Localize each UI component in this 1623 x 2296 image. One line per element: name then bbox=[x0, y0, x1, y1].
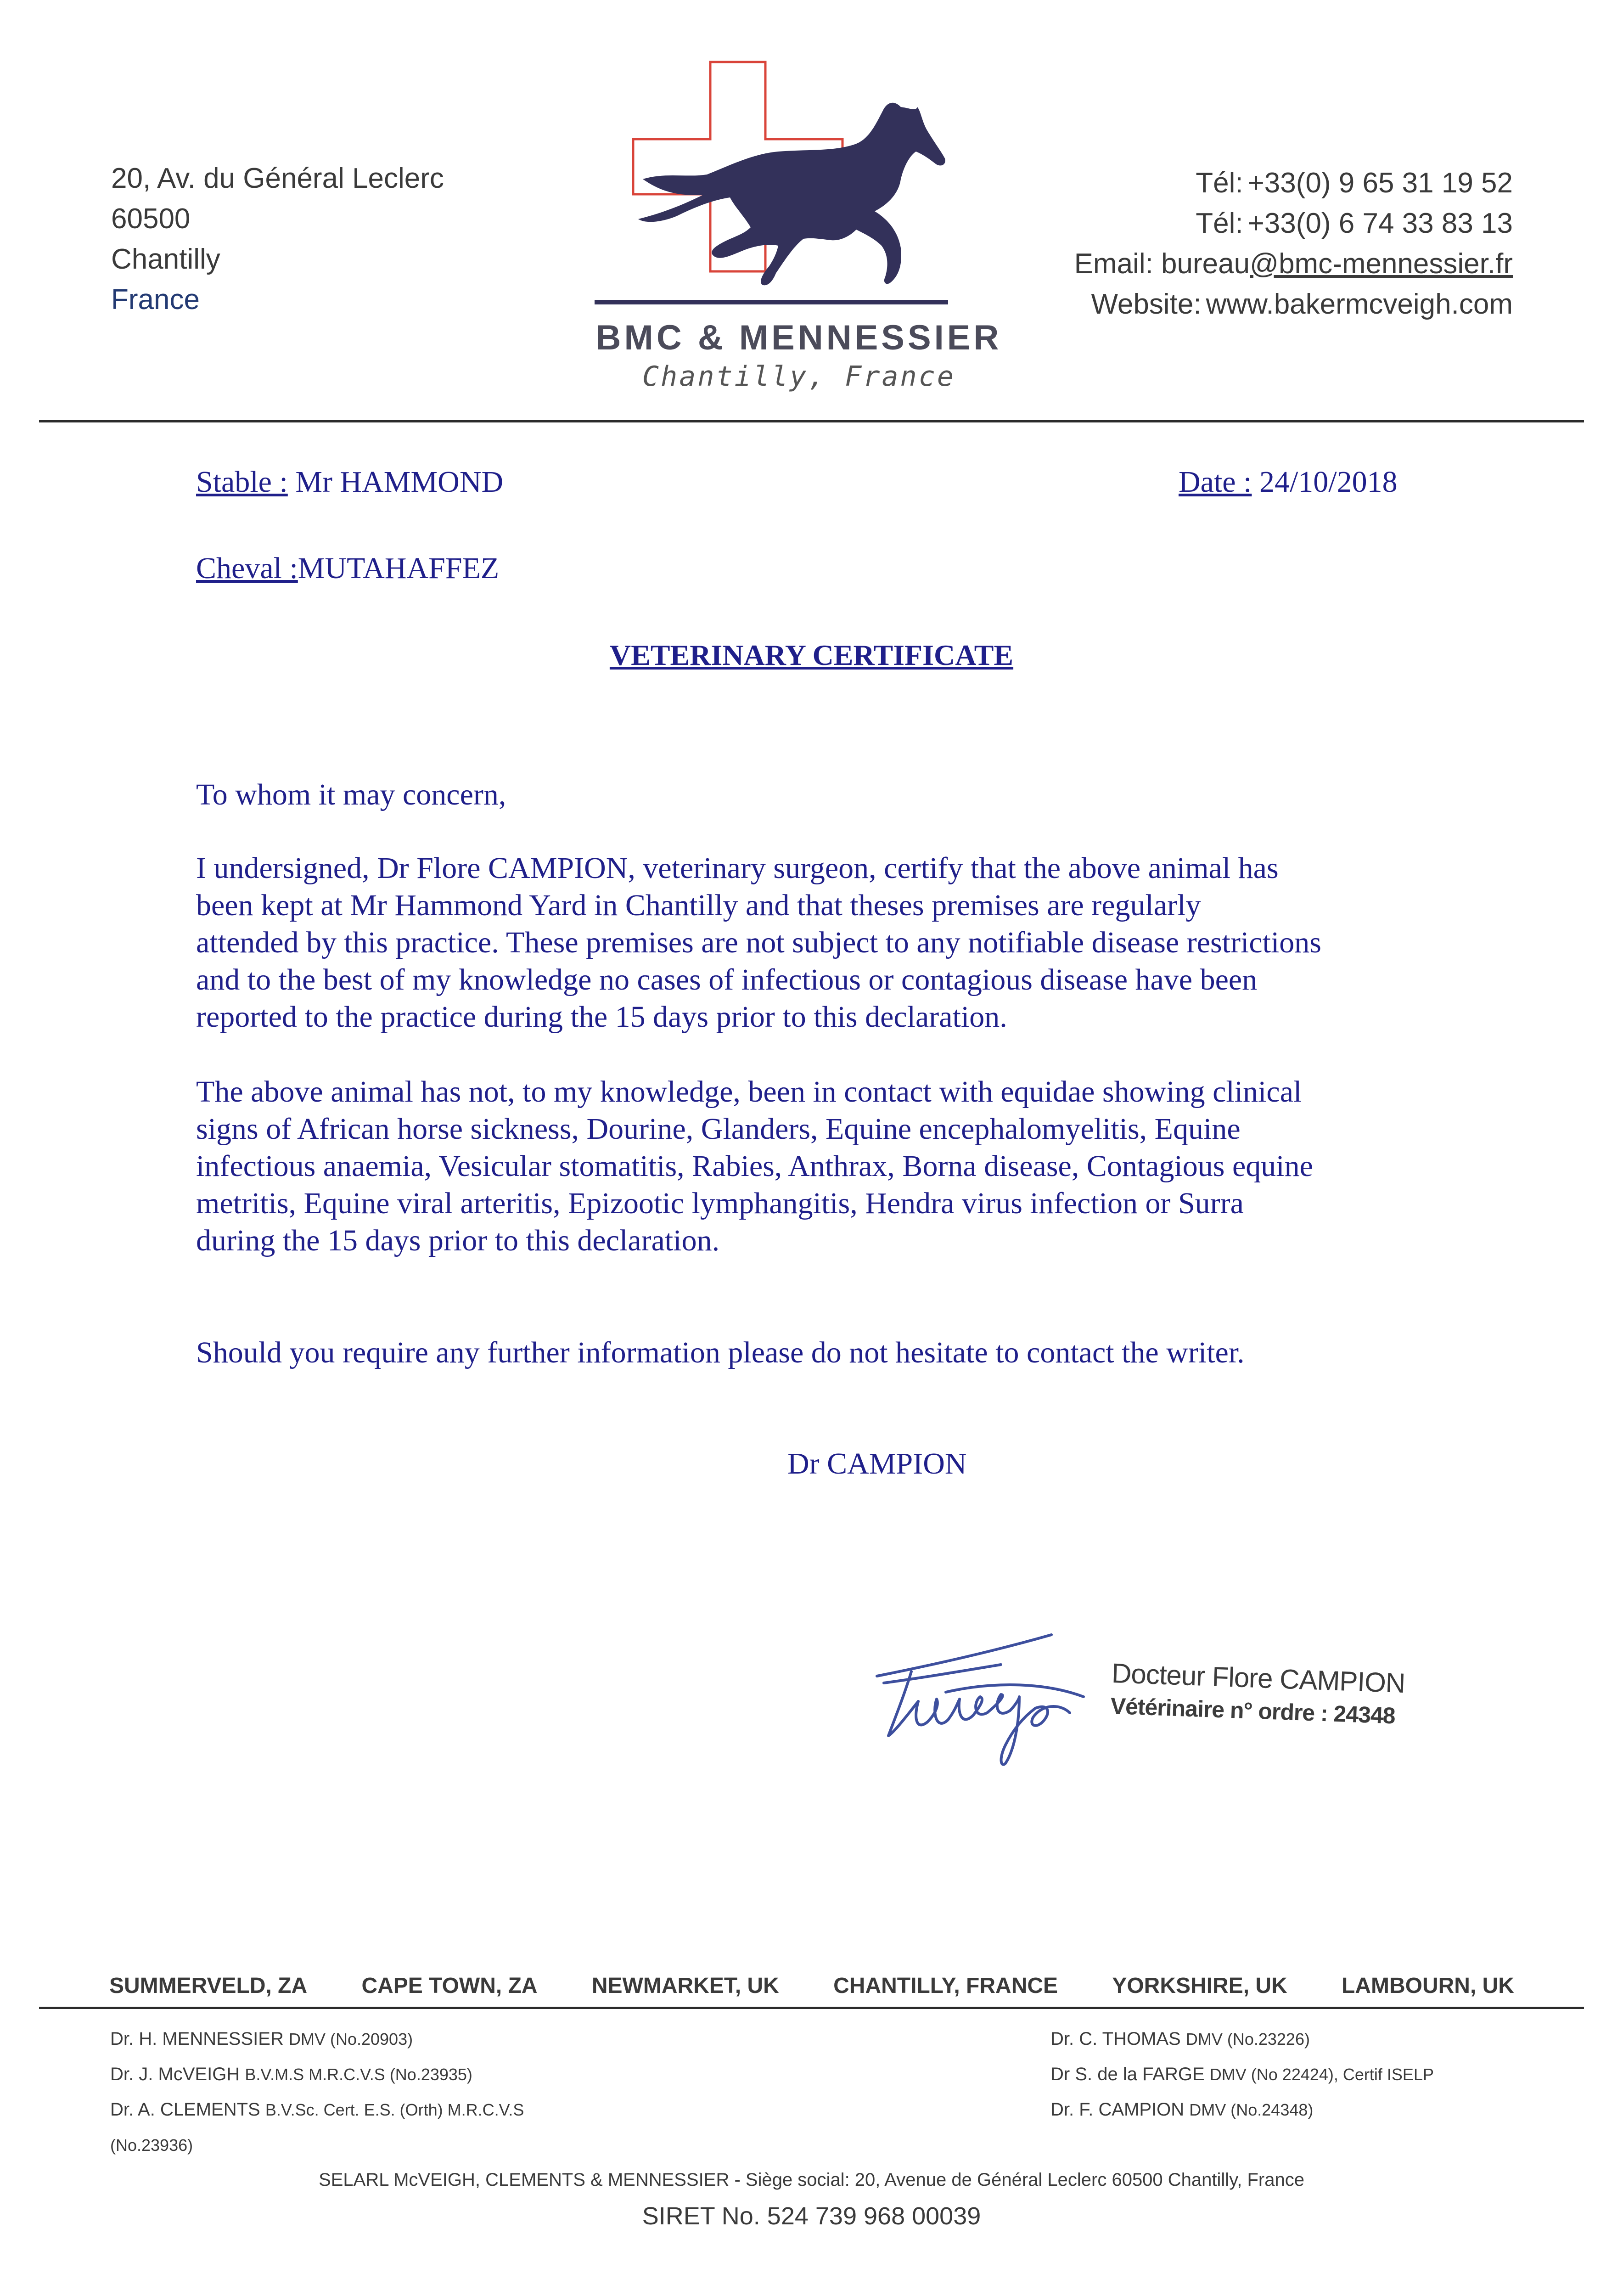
paragraph-1 bbox=[196, 850, 1463, 1035]
office-locations bbox=[109, 1973, 1514, 1998]
doctor-name: Dr. A. CLEMENTS bbox=[110, 2099, 260, 2120]
office-item: NEWMARKET, UK bbox=[591, 1974, 779, 1998]
closing-text: Should you require any further information please do not hesitate to contact the writer. bbox=[196, 1336, 1245, 1369]
signatory-name: Dr CAMPION bbox=[787, 1447, 967, 1480]
paragraph-line: The above animal has not, to my knowledge, been in contact with equidae showing clinical bbox=[196, 1075, 1302, 1109]
date-value: 24/10/2018 bbox=[1252, 465, 1398, 499]
doctor-entry bbox=[110, 2057, 524, 2092]
date-field bbox=[1179, 465, 1398, 500]
doctor-entry bbox=[1050, 2092, 1434, 2127]
doctor-entry bbox=[110, 2127, 524, 2163]
doctor-qualification: DMV (No.23226) bbox=[1185, 2030, 1310, 2048]
stamp-registration: Vétérinaire n° ordre : 24348 bbox=[1110, 1693, 1396, 1729]
doctor-qualification: DMV (No.24348) bbox=[1189, 2100, 1314, 2119]
paragraph-line: I undersigned, Dr Flore CAMPION, veterinary surgeon, certify that the above animal has bbox=[196, 851, 1279, 885]
doctor-qualification: B.V.M.S M.R.C.V.S (No.23935) bbox=[245, 2065, 472, 2084]
doctor-qualification: (No.23936) bbox=[110, 2136, 193, 2155]
handwritten-signature-icon bbox=[868, 1621, 1125, 1773]
paragraph-line: metritis, Equine viral arteritis, Epizootic lymphangitis, Hendra virus infection or Surra bbox=[196, 1187, 1244, 1220]
phone-line-1 bbox=[1074, 163, 1513, 203]
office-item: SUMMERVELD, ZA bbox=[109, 1974, 308, 1998]
doctor-qualification: DMV (No.20903) bbox=[288, 2030, 413, 2048]
doctor-entry bbox=[1050, 2057, 1434, 2092]
email-link[interactable]: @bmc-mennessier.fr bbox=[1250, 248, 1513, 280]
logo-bar bbox=[595, 300, 948, 304]
phone-line-2 bbox=[1074, 203, 1513, 244]
email-line bbox=[1074, 244, 1513, 284]
stamp-name: Docteur Flore CAMPION bbox=[1111, 1657, 1406, 1699]
practice-address bbox=[111, 158, 444, 320]
doctor-qualification: DMV (No 22424), Certif ISELP bbox=[1209, 2065, 1434, 2084]
closing bbox=[196, 1334, 1463, 1371]
address-line-street: 20, Av. du Général Leclerc bbox=[111, 163, 444, 194]
address-line-country: France bbox=[111, 284, 200, 315]
salutation bbox=[196, 776, 1463, 813]
certificate-title: VETERINARY CERTIFICATE bbox=[609, 639, 1014, 671]
doctor-name: Dr. J. McVEIGH bbox=[110, 2064, 240, 2084]
office-item: YORKSHIRE, UK bbox=[1112, 1974, 1287, 1998]
address-line-city: Chantilly bbox=[111, 243, 220, 275]
email-label: Email: bureau bbox=[1074, 248, 1250, 280]
brand-name: BMC & MENNESSIER bbox=[595, 318, 1002, 357]
brand-subtitle: Chantilly, France bbox=[642, 360, 956, 393]
stable-label: Stable : bbox=[196, 465, 288, 499]
doctor-entry bbox=[1050, 2021, 1434, 2057]
paragraph-line: attended by this practice. These premises are not subject to any notifiable disease restrictions bbox=[196, 926, 1321, 959]
stable-field bbox=[196, 465, 503, 500]
doctor-name: Dr S. de la FARGE bbox=[1050, 2064, 1205, 2084]
website-link[interactable]: www.bakermcveigh.com bbox=[1206, 288, 1513, 320]
phone-label-2: Tél: bbox=[1196, 208, 1243, 239]
date-label: Date : bbox=[1179, 465, 1252, 499]
salutation-text: To whom it may concern, bbox=[196, 778, 506, 811]
header-divider bbox=[39, 420, 1584, 422]
doctor-entry bbox=[110, 2021, 524, 2057]
paragraph-line: infectious anaemia, Vesicular stomatitis, Rabies, Anthrax, Borna disease, Contagious equine bbox=[196, 1149, 1313, 1183]
website-label: Website: bbox=[1091, 288, 1202, 320]
website-line bbox=[1074, 284, 1513, 325]
paragraph-line: and to the best of my knowledge no cases of infectious or contagious disease have been bbox=[196, 963, 1258, 996]
doctor-name: Dr. H. MENNESSIER bbox=[110, 2029, 284, 2049]
office-item: CHANTILLY, FRANCE bbox=[833, 1974, 1058, 1998]
doctor-name: Dr. F. CAMPION bbox=[1050, 2099, 1185, 2120]
doctor-name: Dr. C. THOMAS bbox=[1050, 2029, 1181, 2049]
doctor-entry bbox=[110, 2092, 524, 2127]
phone-label-1: Tél: bbox=[1196, 167, 1243, 199]
phone-number-2: +33(0) 6 74 33 83 13 bbox=[1247, 208, 1513, 239]
phone-number-1: +33(0) 9 65 31 19 52 bbox=[1247, 167, 1513, 199]
doctor-qualification: B.V.Sc. Cert. E.S. (Orth) M.R.C.V.S bbox=[265, 2100, 524, 2119]
paragraph-line: been kept at Mr Hammond Yard in Chantilly and that theses premises are regularly bbox=[196, 889, 1201, 922]
paragraph-2 bbox=[196, 1073, 1463, 1259]
practice-contact bbox=[1074, 163, 1513, 325]
doctors-list-right bbox=[1050, 2021, 1434, 2127]
company-legal-line: SELARL McVEIGH, CLEMENTS & MENNESSIER - Siège social: 20, Avenue de Général Leclerc 60500 Chantilly, France bbox=[319, 2170, 1304, 2190]
footer-divider bbox=[39, 2007, 1584, 2009]
horse-label: Cheval : bbox=[196, 551, 298, 585]
doctors-list-left bbox=[110, 2021, 524, 2163]
veterinary-stamp bbox=[1110, 1657, 1405, 1729]
stable-value: Mr HAMMOND bbox=[287, 465, 504, 499]
office-item: CAPE TOWN, ZA bbox=[361, 1974, 538, 1998]
office-item: LAMBOURN, UK bbox=[1342, 1974, 1514, 1998]
paragraph-line: reported to the practice during the 15 days prior to this declaration. bbox=[196, 1000, 1007, 1034]
horse-value: MUTAHAFFEZ bbox=[298, 551, 500, 585]
horse-icon bbox=[638, 103, 945, 286]
paragraph-line: during the 15 days prior to this declaration. bbox=[196, 1224, 720, 1257]
horse-field bbox=[196, 551, 499, 586]
address-line-postcode: 60500 bbox=[111, 203, 191, 235]
paragraph-line: signs of African horse sickness, Dourine, Glanders, Equine encephalomyelitis, Equine bbox=[196, 1112, 1241, 1146]
siret-number: SIRET No. 524 739 968 00039 bbox=[642, 2202, 981, 2230]
